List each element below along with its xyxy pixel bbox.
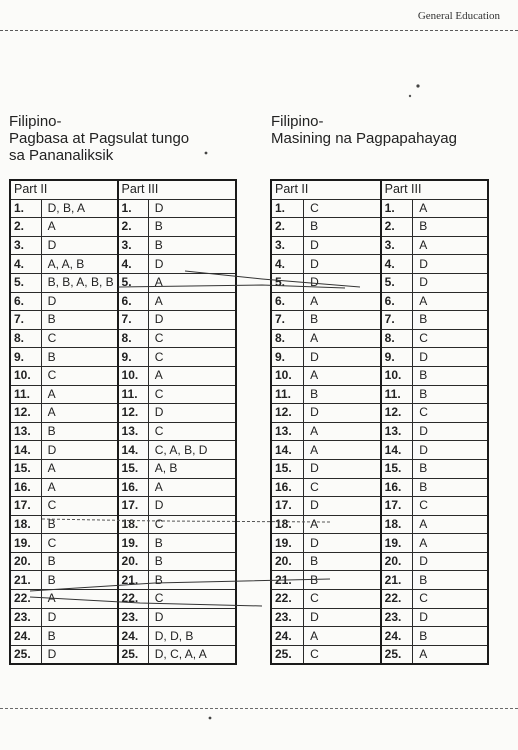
part-ii-answer: B — [304, 311, 381, 330]
part-iii-number: 13. — [381, 422, 413, 441]
part-iii-number: 18. — [118, 515, 149, 534]
part-ii-answer: D — [41, 292, 117, 311]
part-ii-number: 6. — [271, 292, 304, 311]
left-title-line: sa Pananaliksik — [9, 147, 114, 164]
part-iii-number: 22. — [118, 590, 149, 609]
part-iii-answer: A — [413, 292, 488, 311]
stray-dot — [409, 95, 411, 97]
running-head: General Education — [417, 10, 500, 22]
part-ii-answer: A — [304, 515, 381, 534]
table-row — [271, 571, 488, 590]
part-iii-answer: A — [413, 534, 488, 553]
part-ii-number: 14. — [271, 441, 304, 460]
table-row — [10, 348, 236, 367]
part-iii-number: 24. — [118, 627, 149, 646]
part-iii-number: 4. — [118, 255, 149, 274]
part-iii-number: 25. — [118, 645, 149, 664]
part-iii-answer: A — [413, 236, 488, 255]
part-iii-number: 19. — [381, 534, 413, 553]
table-row — [10, 478, 236, 497]
part-iii-number: 19. — [118, 534, 149, 553]
part-iii-answer: B — [413, 218, 488, 237]
table-row — [10, 645, 236, 664]
part-iii-answer: A — [148, 478, 236, 497]
part-iii-number: 25. — [381, 645, 413, 664]
part-ii-number: 18. — [271, 515, 304, 534]
part-iii-number: 16. — [381, 478, 413, 497]
right-table-header-row — [271, 180, 488, 199]
part-ii-answer: C — [304, 645, 381, 664]
part-ii-answer: D — [304, 534, 381, 553]
part-ii-answer: A — [304, 366, 381, 385]
part-iii-number: 23. — [118, 608, 149, 627]
part-ii-answer: B — [41, 515, 117, 534]
part-iii-number: 4. — [381, 255, 413, 274]
part-ii-answer: D — [304, 404, 381, 423]
part-iii-number: 21. — [381, 571, 413, 590]
part-iii-answer: D — [148, 311, 236, 330]
left-col-header-part-iii: Part III — [118, 180, 236, 199]
table-row — [271, 552, 488, 571]
table-row — [271, 404, 488, 423]
part-iii-answer: D — [413, 608, 488, 627]
table-row — [271, 385, 488, 404]
part-ii-answer: D — [304, 348, 381, 367]
part-ii-answer: A — [41, 218, 117, 237]
part-iii-answer: C — [148, 590, 236, 609]
table-row — [10, 292, 236, 311]
part-ii-number: 16. — [10, 478, 41, 497]
table-row — [10, 273, 236, 292]
part-ii-number: 4. — [10, 255, 41, 274]
table-row — [271, 292, 488, 311]
table-row — [271, 441, 488, 460]
part-iii-number: 16. — [118, 478, 149, 497]
part-ii-answer: D — [304, 497, 381, 516]
part-iii-answer: A — [148, 273, 236, 292]
part-iii-number: 20. — [118, 552, 149, 571]
table-row — [10, 627, 236, 646]
part-iii-answer: C — [148, 329, 236, 348]
part-iii-number: 9. — [118, 348, 149, 367]
part-iii-number: 5. — [381, 273, 413, 292]
part-ii-number: 6. — [10, 292, 41, 311]
table-row — [271, 329, 488, 348]
part-ii-answer: B — [304, 218, 381, 237]
part-iii-number: 10. — [381, 366, 413, 385]
part-ii-number: 22. — [10, 590, 41, 609]
stray-dot — [416, 84, 419, 87]
part-ii-answer: B — [41, 348, 117, 367]
part-ii-number: 13. — [10, 422, 41, 441]
table-row — [10, 590, 236, 609]
part-ii-answer: A — [304, 329, 381, 348]
part-ii-answer: A — [304, 627, 381, 646]
left-title-line: Pagbasa at Pagsulat tungo — [9, 130, 190, 147]
part-ii-answer: C — [304, 199, 381, 218]
part-iii-number: 18. — [381, 515, 413, 534]
part-iii-answer: D — [413, 552, 488, 571]
part-ii-answer: A — [41, 590, 117, 609]
part-iii-answer: C — [413, 590, 488, 609]
part-ii-number: 15. — [271, 459, 304, 478]
part-iii-answer: B — [148, 571, 236, 590]
part-iii-answer: C — [148, 422, 236, 441]
part-iii-answer: B — [148, 218, 236, 237]
part-ii-answer: A — [41, 385, 117, 404]
table-row — [10, 404, 236, 423]
part-iii-answer: B — [413, 478, 488, 497]
part-iii-answer: C — [413, 329, 488, 348]
table-row — [271, 590, 488, 609]
part-ii-number: 14. — [10, 441, 41, 460]
part-ii-number: 1. — [271, 199, 304, 218]
table-row — [271, 422, 488, 441]
part-ii-answer: A, A, B — [41, 255, 117, 274]
part-ii-number: 2. — [271, 218, 304, 237]
part-iii-answer: B — [413, 627, 488, 646]
part-ii-number: 13. — [271, 422, 304, 441]
part-iii-answer: C, A, B, D — [148, 441, 236, 460]
part-ii-number: 12. — [271, 404, 304, 423]
part-iii-number: 9. — [381, 348, 413, 367]
table-row — [271, 515, 488, 534]
table-row — [10, 199, 236, 218]
part-ii-number: 23. — [10, 608, 41, 627]
part-iii-number: 3. — [118, 236, 149, 255]
table-row — [271, 236, 488, 255]
part-ii-number: 17. — [10, 497, 41, 516]
table-row — [271, 627, 488, 646]
table-row — [271, 255, 488, 274]
part-iii-number: 13. — [118, 422, 149, 441]
part-ii-answer: B — [41, 552, 117, 571]
part-iii-number: 7. — [381, 311, 413, 330]
table-row — [271, 366, 488, 385]
table-row — [10, 497, 236, 516]
part-ii-number: 20. — [271, 552, 304, 571]
part-ii-answer: B — [304, 552, 381, 571]
right-answer-table — [270, 179, 489, 665]
stray-dot — [209, 717, 212, 720]
table-row — [10, 366, 236, 385]
table-row — [271, 497, 488, 516]
part-ii-answer: D, B, A — [41, 199, 117, 218]
part-ii-answer: C — [41, 497, 117, 516]
left-section-title — [9, 113, 189, 164]
part-iii-number: 2. — [118, 218, 149, 237]
part-iii-number: 5. — [118, 273, 149, 292]
part-iii-answer: B — [413, 366, 488, 385]
left-table-body — [10, 199, 236, 664]
right-table-body — [271, 199, 488, 664]
part-ii-answer: A — [41, 404, 117, 423]
table-row — [10, 422, 236, 441]
part-ii-answer: D — [304, 255, 381, 274]
part-ii-number: 25. — [271, 645, 304, 664]
part-ii-answer: C — [304, 478, 381, 497]
table-row — [10, 534, 236, 553]
part-iii-number: 12. — [381, 404, 413, 423]
part-ii-answer: B — [304, 385, 381, 404]
part-iii-answer: A — [413, 515, 488, 534]
table-row — [271, 199, 488, 218]
part-ii-number: 21. — [10, 571, 41, 590]
part-iii-answer: C — [413, 404, 488, 423]
table-row — [271, 218, 488, 237]
table-row — [10, 441, 236, 460]
part-ii-answer: D — [304, 236, 381, 255]
part-iii-answer: D — [148, 404, 236, 423]
part-iii-answer: D — [413, 255, 488, 274]
part-iii-answer: B — [148, 236, 236, 255]
part-iii-number: 3. — [381, 236, 413, 255]
part-iii-answer: C — [148, 515, 236, 534]
part-ii-number: 11. — [10, 385, 41, 404]
part-ii-answer: C — [41, 366, 117, 385]
part-ii-number: 2. — [10, 218, 41, 237]
table-row — [10, 255, 236, 274]
part-ii-number: 7. — [271, 311, 304, 330]
left-title-line: Filipino- — [9, 113, 62, 130]
right-title-line: Masining na Pagpapahayag — [271, 130, 457, 147]
table-row — [10, 608, 236, 627]
part-ii-answer: A — [304, 441, 381, 460]
part-ii-number: 19. — [10, 534, 41, 553]
part-iii-answer: D, D, B — [148, 627, 236, 646]
part-ii-number: 23. — [271, 608, 304, 627]
part-iii-answer: C — [148, 385, 236, 404]
part-ii-number: 21. — [271, 571, 304, 590]
stray-dot — [205, 152, 208, 155]
part-iii-number: 10. — [118, 366, 149, 385]
part-ii-number: 10. — [10, 366, 41, 385]
part-iii-answer: D — [413, 422, 488, 441]
part-ii-answer: B — [41, 422, 117, 441]
table-row — [10, 552, 236, 571]
table-row — [271, 459, 488, 478]
part-ii-number: 4. — [271, 255, 304, 274]
table-row — [10, 218, 236, 237]
part-iii-number: 15. — [118, 459, 149, 478]
part-ii-answer: A — [304, 422, 381, 441]
part-ii-answer: A — [41, 478, 117, 497]
table-row — [271, 348, 488, 367]
part-ii-answer: B, B, A, B, B — [41, 273, 117, 292]
part-ii-answer: D — [41, 441, 117, 460]
top-rule — [0, 30, 518, 31]
part-ii-number: 15. — [10, 459, 41, 478]
part-iii-answer: B — [148, 552, 236, 571]
part-iii-number: 6. — [118, 292, 149, 311]
part-iii-number: 24. — [381, 627, 413, 646]
part-iii-number: 21. — [118, 571, 149, 590]
part-iii-number: 20. — [381, 552, 413, 571]
part-iii-number: 1. — [118, 199, 149, 218]
part-iii-number: 12. — [118, 404, 149, 423]
part-ii-answer: D — [41, 645, 117, 664]
part-iii-answer: D — [413, 273, 488, 292]
part-ii-number: 7. — [10, 311, 41, 330]
part-ii-number: 17. — [271, 497, 304, 516]
part-iii-answer: D, C, A, A — [148, 645, 236, 664]
right-section-title — [271, 113, 457, 147]
part-iii-number: 2. — [381, 218, 413, 237]
part-ii-number: 12. — [10, 404, 41, 423]
part-iii-answer: B — [413, 571, 488, 590]
part-ii-number: 22. — [271, 590, 304, 609]
table-row — [271, 273, 488, 292]
part-ii-number: 19. — [271, 534, 304, 553]
part-ii-number: 20. — [10, 552, 41, 571]
table-row — [271, 608, 488, 627]
part-iii-answer: B — [413, 311, 488, 330]
part-iii-answer: D — [413, 441, 488, 460]
part-ii-number: 8. — [271, 329, 304, 348]
part-ii-number: 9. — [10, 348, 41, 367]
part-iii-number: 11. — [118, 385, 149, 404]
right-title-line: Filipino- — [271, 113, 324, 130]
part-iii-answer: D — [148, 497, 236, 516]
part-iii-number: 8. — [118, 329, 149, 348]
part-iii-number: 22. — [381, 590, 413, 609]
table-row — [10, 311, 236, 330]
right-col-header-part-iii: Part III — [381, 180, 488, 199]
part-iii-number: 23. — [381, 608, 413, 627]
bottom-rule — [0, 708, 518, 709]
left-answer-table — [9, 179, 237, 665]
table-row — [271, 311, 488, 330]
part-iii-answer: A — [413, 199, 488, 218]
part-iii-answer: C — [413, 497, 488, 516]
part-ii-number: 25. — [10, 645, 41, 664]
part-iii-answer: D — [148, 608, 236, 627]
part-ii-answer: B — [41, 311, 117, 330]
part-ii-answer: C — [41, 329, 117, 348]
part-iii-number: 17. — [381, 497, 413, 516]
table-row — [10, 459, 236, 478]
part-ii-answer: D — [304, 459, 381, 478]
part-iii-number: 14. — [118, 441, 149, 460]
part-ii-number: 16. — [271, 478, 304, 497]
part-ii-answer: B — [304, 571, 381, 590]
part-ii-number: 3. — [271, 236, 304, 255]
table-row — [271, 534, 488, 553]
part-iii-answer: D — [413, 348, 488, 367]
part-ii-answer: D — [304, 608, 381, 627]
part-ii-number: 5. — [10, 273, 41, 292]
part-ii-number: 24. — [10, 627, 41, 646]
part-iii-number: 15. — [381, 459, 413, 478]
part-ii-answer: C — [41, 534, 117, 553]
part-ii-answer: D — [304, 273, 381, 292]
part-ii-number: 3. — [10, 236, 41, 255]
part-iii-number: 8. — [381, 329, 413, 348]
part-ii-answer: D — [41, 236, 117, 255]
part-iii-number: 17. — [118, 497, 149, 516]
part-ii-number: 11. — [271, 385, 304, 404]
table-row — [10, 236, 236, 255]
part-ii-number: 18. — [10, 515, 41, 534]
part-iii-number: 7. — [118, 311, 149, 330]
part-ii-number: 8. — [10, 329, 41, 348]
part-ii-number: 10. — [271, 366, 304, 385]
left-table-header-row — [10, 180, 236, 199]
part-iii-answer: B — [148, 534, 236, 553]
part-iii-number: 6. — [381, 292, 413, 311]
table-row — [10, 515, 236, 534]
table-row — [271, 645, 488, 664]
table-row — [10, 385, 236, 404]
part-iii-answer: C — [148, 348, 236, 367]
part-iii-answer: A — [413, 645, 488, 664]
part-ii-answer: B — [41, 627, 117, 646]
part-ii-number: 24. — [271, 627, 304, 646]
part-iii-answer: D — [148, 199, 236, 218]
part-iii-answer: B — [413, 385, 488, 404]
part-ii-number: 9. — [271, 348, 304, 367]
part-ii-number: 1. — [10, 199, 41, 218]
part-ii-answer: B — [41, 571, 117, 590]
part-iii-answer: A — [148, 366, 236, 385]
part-iii-answer: A — [148, 292, 236, 311]
table-row — [10, 571, 236, 590]
part-ii-number: 5. — [271, 273, 304, 292]
part-iii-answer: D — [148, 255, 236, 274]
part-ii-answer: A — [41, 459, 117, 478]
table-row — [271, 478, 488, 497]
part-ii-answer: A — [304, 292, 381, 311]
part-iii-answer: B — [413, 459, 488, 478]
part-ii-answer: C — [304, 590, 381, 609]
part-ii-answer: D — [41, 608, 117, 627]
left-col-header-part-ii: Part II — [10, 180, 118, 199]
part-iii-number: 11. — [381, 385, 413, 404]
part-iii-number: 1. — [381, 199, 413, 218]
right-col-header-part-ii: Part II — [271, 180, 381, 199]
part-iii-answer: A, B — [148, 459, 236, 478]
part-iii-number: 14. — [381, 441, 413, 460]
table-row — [10, 329, 236, 348]
